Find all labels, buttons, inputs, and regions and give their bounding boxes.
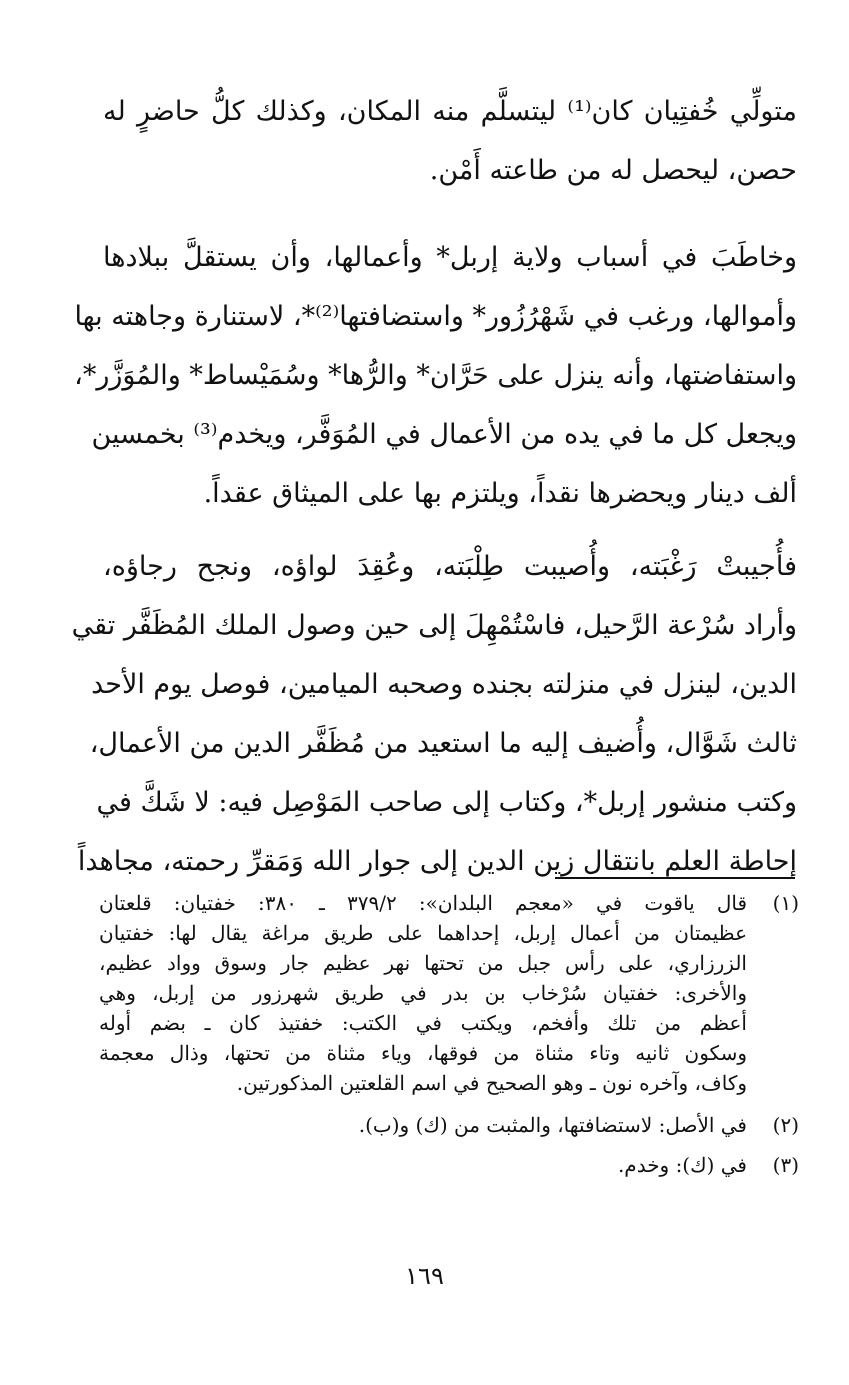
text-line: متولِّي خُفتِيان كان⁽¹⁾ ليتسلَّم منه المكان، وكذلك كلُّ حاضرٍ له [103,96,797,127]
text-line: وأموالها، ورغب في شَهْرُزُور* واستضافتها⁽²⁾*، لاستنارة وجاهته بها [74,301,797,332]
paragraph-2 [74,228,797,523]
footnote-line: قال ياقوت في «معجم البلدان»: ٣٧٩/٢ ـ ٣٨٠: خفتيان: قلعتان [99,891,748,915]
footnote-number: (٢) [772,1113,799,1137]
text-line: الدين، لينزل في منزلته بجنده وصحبه الميامين، فوصل يوم الأحد [91,669,797,700]
footnote-3 [99,1150,799,1180]
footnote-divider [555,877,795,879]
text-line: وخاطَبَ في أسباب ولاية إربل* وأعمالها، وأن يستقلَّ ببلادها [103,242,797,273]
paragraph-3 [71,537,797,891]
page-number: ١٦٩ [405,1262,444,1290]
footnote-line: عظيمتان من أعمال إربل، إحداهما على طريق مراغة يقال لها: خفتيان [99,921,747,945]
footnote-line: في (ك): وخدم. [617,1153,747,1177]
text-line: إحاطة العلم بانتقال زين الدين إلى جوار الله وَمَقرِّ رحمته، مجاهداً [77,846,797,877]
footnote-line: الزرزاري، على رأس جبل من تحتها نهر عظيم جار وسوق وواد عظيم، [99,951,747,975]
footnote-number: (١) [772,891,799,915]
footnote-2 [99,1110,799,1140]
footnote-line: وسكون ثانيه وتاء مثناة من فوقها، وياء مثناة من تحتها، وذال معجمة [99,1041,747,1065]
text-line: حصن، ليحصل له من طاعته أَمْن. [429,155,797,186]
footnote-line: في الأصل: لاستضافتها، والمثبت من (ك) و(ب). [358,1113,747,1137]
paragraph-1 [103,82,797,200]
text-line: وكتب منشور إربل*، وكتاب إلى صاحب المَوْصِل فيه: لا شَكَّ في [96,787,797,818]
text-line: ويجعل كل ما في يده من الأعمال في المُوَفَّر، ويخدم⁽³⁾ بخمسين [91,419,797,450]
footnotes [99,888,799,1188]
footnote-line: وكاف، وآخره نون ـ وهو الصحيح في اسم القلعتين المذكورتين. [236,1071,747,1095]
footnote-line: أعظم من تلك وأفخم، ويكتب في الكتب: خفتيذ كان ـ بضم أوله [99,1011,747,1035]
footnote-line: والأخرى: خفتيان سُرْخاب بن بدر في طريق شهرزور من إربل، وهي [99,981,747,1005]
text-line: واستفاضتها، وأنه ينزل على حَرَّان* والرُّها* وسُمَيْساط* والمُوَزَّر*، [74,360,797,391]
footnote-1 [99,888,799,1098]
text-line: فأُجيبتْ رَغْبَته، وأُصيبت طِلْبَته، وعُقِدَ لواؤه، ونجح رجاؤه، [103,551,797,582]
text-line: وأراد سُرْعة الرَّحيل، فاسْتُمْهِلَ إلى حين وصول الملك المُظَفَّر تقي [71,610,797,641]
text-line: ثالث شَوَّال، وأُضيف إليه ما استعيد من مُظَفَّر الدين من الأعمال، [89,728,797,759]
text-line: ألف دينار ويحضرها نقداً، ويلتزم بها على الميثاق عقداً. [203,478,797,509]
footnote-number: (٣) [772,1153,799,1177]
